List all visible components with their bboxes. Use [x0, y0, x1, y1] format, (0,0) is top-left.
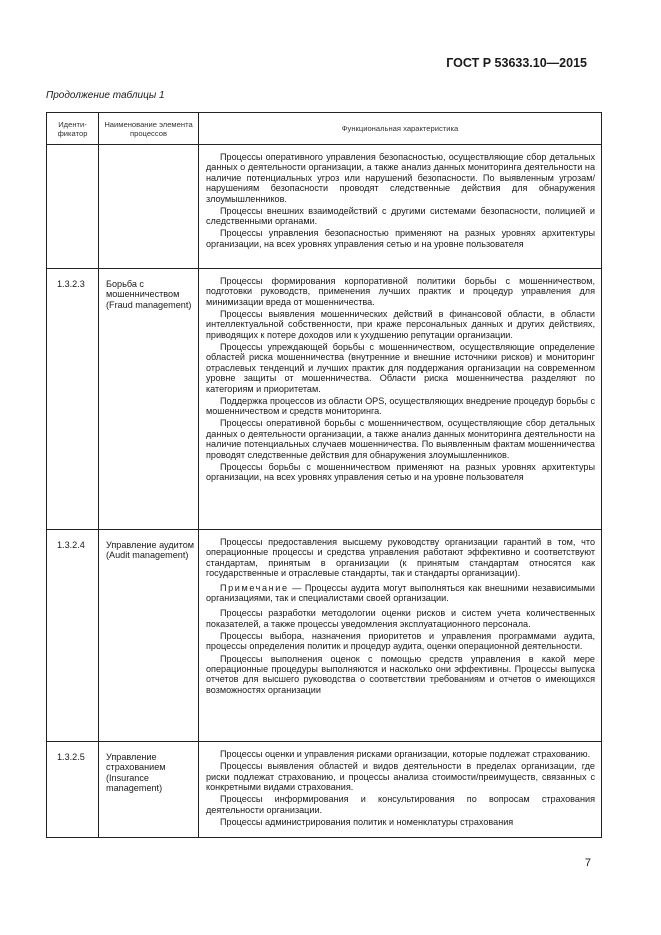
function-paragraph: Процессы формирования корпоративной политики борьбы с мошенничеством, подготовки руководств, применения лучших практик и процедур управления для минимизации вреда от мошенничества. [206, 276, 595, 307]
function-paragraph: Процессы оценки и управления рисками организации, которые подлежат страхованию. [220, 749, 591, 759]
row-function [199, 742, 602, 838]
function-paragraph: Процессы выполнения оценок с помощью средств управления в какой мере операционные процедуры выполняются и насколько они эффективны. Процессы выпуска отчетов для высшего руководства о соответствии требованиям и отчетов о имеющихся возможностях организации [206, 653, 595, 695]
function-paragraph: Процессы администрирования политик и номенклатуры страхования [220, 816, 514, 827]
table-row [47, 530, 602, 742]
row-name: Борьба с мошенничеством (Fraud management) [99, 269, 199, 530]
function-paragraph: Процессы выявления областей и видов деятельности в пределах организации, где риски подлежат страхованию, и процессы анализа стоимости/преимуществ, связанных с конкретными видами страхования. [206, 761, 595, 793]
function-paragraph: Процессы оперативного управления безопасностью, осуществляющие сбор детальных данных о деятельности организации, а также анализ данных мониторинга деятельности на наличие потенциальных угроз или нарушений безопасности. По выявленным угрозам/нарушениям безопасности проводят следственные действия для обнаружения злоумышленников. [206, 152, 595, 204]
function-paragraph: Процессы информирования и консультирования по вопросам страхования деятельности организации. [206, 794, 595, 815]
column-header-name: Наименование элемента процессов [99, 113, 199, 145]
page-number: 7 [584, 857, 591, 869]
row-name [99, 145, 199, 269]
functions-table [46, 112, 602, 838]
function-paragraph: Процессы выявления мошеннических действий в финансовой области, в области интеллектуальной собственности, при краже персональных данных и других действиях, приводящих к потере доходов или к ухудшению репутации организации. [206, 309, 595, 340]
function-paragraph: Процессы внешних взаимодействий с другими системами безопасности, полицией и следственными органами. [206, 205, 595, 227]
function-paragraph: Процессы разработки методологии оценки рисков и систем учета количественных показателей, а также процессы уведомления эксплуатационного персонала. [206, 608, 595, 629]
function-paragraph: Процессы управления безопасностью применяют на разных уровнях архитектуры организации, на всех уровнях управления сетью и на уровне пользователя [206, 228, 595, 249]
function-paragraph: Процессы оперативной борьбы с мошенничеством, осуществляющие сбор детальных данных о деятельности организации, а также анализ данных мониторинга деятельности на наличие потенциальных случаев мошенничества. По выявленным фактам мошенничества проводят следственные действия для обнаружения злоумышленников. [206, 418, 595, 460]
note-label: Примечание [220, 582, 289, 593]
row-id: 1.3.2.4 [47, 530, 99, 742]
column-header-function: Функциональная характеристика [199, 113, 602, 145]
row-function [199, 269, 602, 530]
row-id: 1.3.2.5 [47, 742, 99, 838]
table-row [47, 145, 602, 269]
function-paragraph: Процессы предоставления высшему руководству организации гарантий в том, что операционные процессы и средства управления работают эффективно и соответствуют стандартам, принятым в организации (к принятым стандартам относятся как государственные и отраслевые стандарты, так и стандарты организации). [206, 537, 595, 579]
function-paragraph: Процессы борьбы с мошенничеством применяют на разных уровнях архитектуры организации, на всех уровнях управления сетью и на уровне пользователя [206, 461, 595, 483]
row-name: Управление аудитом (Audit management) [99, 530, 199, 742]
standard-header: ГОСТ Р 53633.10—2015 [446, 56, 587, 70]
note-text: — Процессы аудита могут выполняться как внешними независимыми организациями, так и специалистами своей организации. [206, 582, 595, 604]
note [206, 583, 595, 604]
function-paragraph: Поддержка процессов из области OPS, осуществляющих внедрение процедур борьбы с мошенничеством и средств мониторинга. [206, 395, 595, 417]
row-id [47, 145, 99, 269]
column-header-id: Иденти-фикатор [47, 113, 99, 145]
table-row [47, 742, 602, 838]
row-id: 1.3.2.3 [47, 269, 99, 530]
function-paragraph: Процессы выбора, назначения приоритетов и управления программами аудита, процессы определения политик и процедур аудита, оценки операционной деятельности. [206, 631, 595, 652]
table-header-row [47, 113, 602, 145]
function-paragraph: Процессы упреждающей борьбы с мошенничеством, осуществляющие определение областей риска мошенничества (внутренние и внешние источники рисков) и мониторинг отраслевых тенденций и лучших практик для поддержания организации на современном уровне защиты от мошенничества. Области риска мошенничества разделяют по категориям и приоритетам. [206, 342, 595, 394]
row-function [199, 530, 602, 742]
table-continuation-caption: Продолжение таблицы 1 [46, 90, 165, 101]
row-function [199, 145, 602, 269]
row-name: Управление страхованием (Insurance management) [99, 742, 199, 838]
table-row [47, 269, 602, 530]
